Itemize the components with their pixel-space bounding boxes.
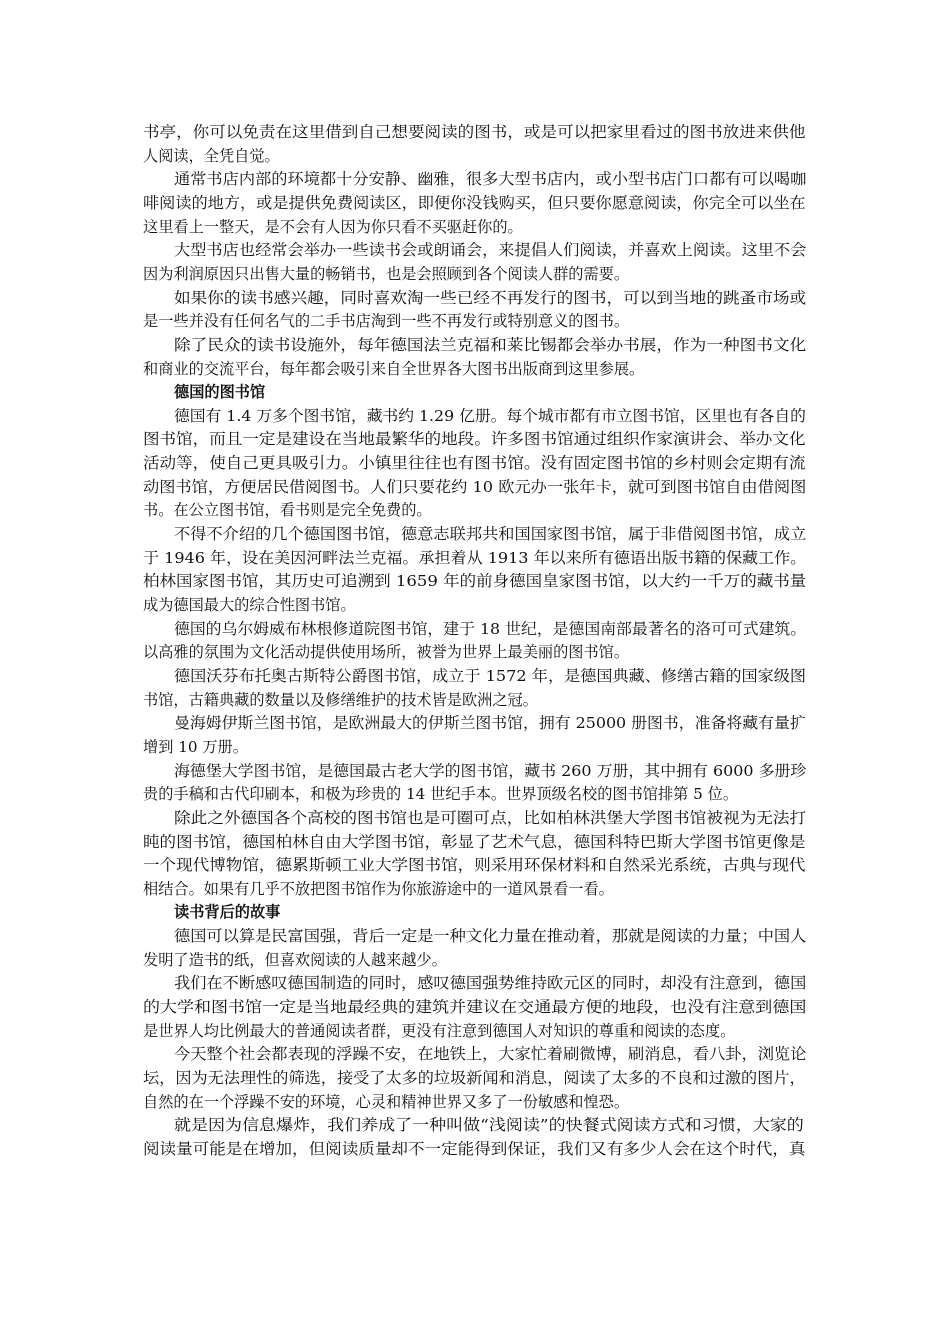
paragraph-line: 啡阅读的地方，或是提供免费阅读区，即便你没钱购买，但只要你愿意阅读，你完全可以坐在 xyxy=(143,194,806,212)
paragraph-line: 书馆，古籍典藏的数量以及修缮维护的技术皆是欧洲之冠。 xyxy=(143,691,538,709)
paragraph-line: 图书馆，而且一定是建设在当地最繁华的地段。许多图书馆通过组织作家演讲会、举办文化 xyxy=(143,430,806,448)
paragraph-line: 成为德国最大的综合性图书馆。 xyxy=(143,596,356,614)
paragraph-line: 一个现代博物馆，德累斯顿工业大学图书馆，则采用环保材料和自然采光系统，古典与现代 xyxy=(143,856,806,874)
section-heading: 德国的图书馆 xyxy=(174,383,266,401)
paragraph-line: 除此之外德国各个高校的图书馆也是可圈可点，比如柏林洪堡大学图书馆被视为无法打 xyxy=(174,809,807,827)
paragraph-line: 除了民众的读书设施外，每年德国法兰克福和莱比锡都会举办书展，作为一种图书文化 xyxy=(174,336,807,354)
paragraph-line: 坛，因为无法理性的筛选，接受了太多的垃圾新闻和消息，阅读了太多的不良和过激的图片， xyxy=(143,1069,806,1087)
paragraph-line: 德国沃芬布托奥古斯特公爵图书馆，成立于 1572 年，是德国典藏、修缮古籍的国家级图 xyxy=(174,667,807,685)
paragraph-line: 曼海姆伊斯兰图书馆，是欧洲最大的伊斯兰图书馆，拥有 25000 册图书，准备将藏有量扩 xyxy=(174,714,806,732)
paragraph-line: 书。在公立图书馆，看书则是完全免费的。 xyxy=(143,501,432,519)
paragraph-line: 的大学和图书馆一定是当地最经典的建筑并建议在交通最方便的地段，也没有注意到德国 xyxy=(143,998,807,1016)
section-heading: 读书背后的故事 xyxy=(174,903,281,921)
paragraph-line: 阅读量可能是在增加，但阅读质量却不一定能得到保证，我们又有多少人会在这个时代，真 xyxy=(143,1140,806,1158)
paragraph-line: 我们在不断感叹德国制造的同时，感叹德国强势维持欧元区的同时，却没有注意到，德国 xyxy=(174,974,807,992)
paragraph-line: 和商业的交流平台，每年都会吸引来自全世界各大图书出版商到这里参展。 xyxy=(143,360,645,378)
paragraph-line: 增到 10 万册。 xyxy=(143,738,248,756)
paragraph-line: 是一些并没有任何名气的二手书店淘到一些不再发行或特别意义的图书。 xyxy=(143,312,629,330)
paragraph-line: 自然的在一个浮躁不安的环境，心灵和精神世界又多了一份敏感和惶恐。 xyxy=(143,1093,629,1111)
paragraph-line: 通常书店内部的环境都十分安静、幽雅，很多大型书店内，或小型书店门口都有可以喝咖 xyxy=(174,170,807,188)
paragraph-line: 以高雅的氛围为文化活动提供使用场所，被誉为世界上最美丽的图书馆。 xyxy=(143,643,629,661)
paragraph-line: 是世界人均比例最大的普通阅读者群，更没有注意到德国人对知识的尊重和阅读的态度。 xyxy=(143,1022,736,1040)
paragraph-line: 德国有 1.4 万多个图书馆，藏书约 1.29 亿册。每个城市都有市立图书馆，区里也有各自的 xyxy=(174,407,806,425)
paragraph-line: 因为利润原因只出售大量的畅销书，也是会照顾到各个阅读人群的需要。 xyxy=(143,265,629,283)
paragraph-line: 大型书店也经常会举办一些读书会或朗诵会，来提倡人们阅读，并喜欢上阅读。这里不会 xyxy=(174,241,807,259)
paragraph-line: 动图书馆，方便居民借阅图书。人们只要花约 10 欧元办一张年卡，就可到图书馆自由借阅图 xyxy=(143,478,807,496)
paragraph-line: 贵的手稿和古代印刷本，和极为珍贵的 14 世纪手本。世界顶级名校的图书馆排第 5 位。 xyxy=(143,785,739,803)
paragraph-line: 如果你的读书感兴趣，同时喜欢淘一些已经不再发行的图书，可以到当地的跳蚤市场或 xyxy=(174,289,807,307)
paragraph-line: 发明了造书的纸，但喜欢阅读的人越来越少。 xyxy=(143,951,447,969)
paragraph-line: 书亭，你可以免责在这里借到自己想要阅读的图书，或是可以把家里看过的图书放进来供他 xyxy=(143,123,806,141)
paragraph-line: 不得不介绍的几个德国图书馆，德意志联邦共和国国家图书馆，属于非借阅图书馆，成立 xyxy=(174,525,807,543)
paragraph-line: 人阅读，全凭自觉。 xyxy=(143,147,280,165)
paragraph-line: 于 1946 年，设在美因河畔法兰克福。承担着从 1913 年以来所有德语出版书籍的保藏工作。 xyxy=(143,549,807,567)
paragraph-line: 德国的乌尔姆威布林根修道院图书馆，建于 18 世纪，是德国南部最著名的洛可可式建筑。 xyxy=(174,620,807,638)
paragraph-line: 这里看上一整天，是不会有人因为你只看不买驱赶你的。 xyxy=(143,218,523,236)
paragraph-line: 柏林国家图书馆，其历史可追溯到 1659 年的前身德国皇家图书馆，以大约一千万的藏书量 xyxy=(143,572,807,590)
paragraph-line: 今天整个社会都表现的浮躁不安，在地铁上，大家忙着刷微博，刷消息，看八卦，浏览论 xyxy=(174,1045,807,1063)
paragraph-line: 活动等，使自己更具吸引力。小镇里往往也有图书馆。没有固定图书馆的乡村则会定期有流 xyxy=(143,454,806,472)
paragraph-line: 海德堡大学图书馆，是德国最古老大学的图书馆，藏书 260 万册，其中拥有 6000 多册珍 xyxy=(174,762,807,780)
paragraph-line: 德国可以算是民富国强，背后一定是一种文化力量在推动着，那就是阅读的力量；中国人 xyxy=(174,927,807,945)
paragraph-line: 相结合。如果有几乎不放把图书馆作为你旅游途中的一道风景看一看。 xyxy=(143,880,614,898)
paragraph-line: 盹的图书馆，德国柏林自由大学图书馆，彰显了艺术气息，德国科特巴斯大学图书馆更像是 xyxy=(143,833,806,851)
paragraph-line: 就是因为信息爆炸，我们养成了一种叫做“浅阅读”的快餐式阅读方式和习惯，大家的 xyxy=(174,1116,804,1134)
